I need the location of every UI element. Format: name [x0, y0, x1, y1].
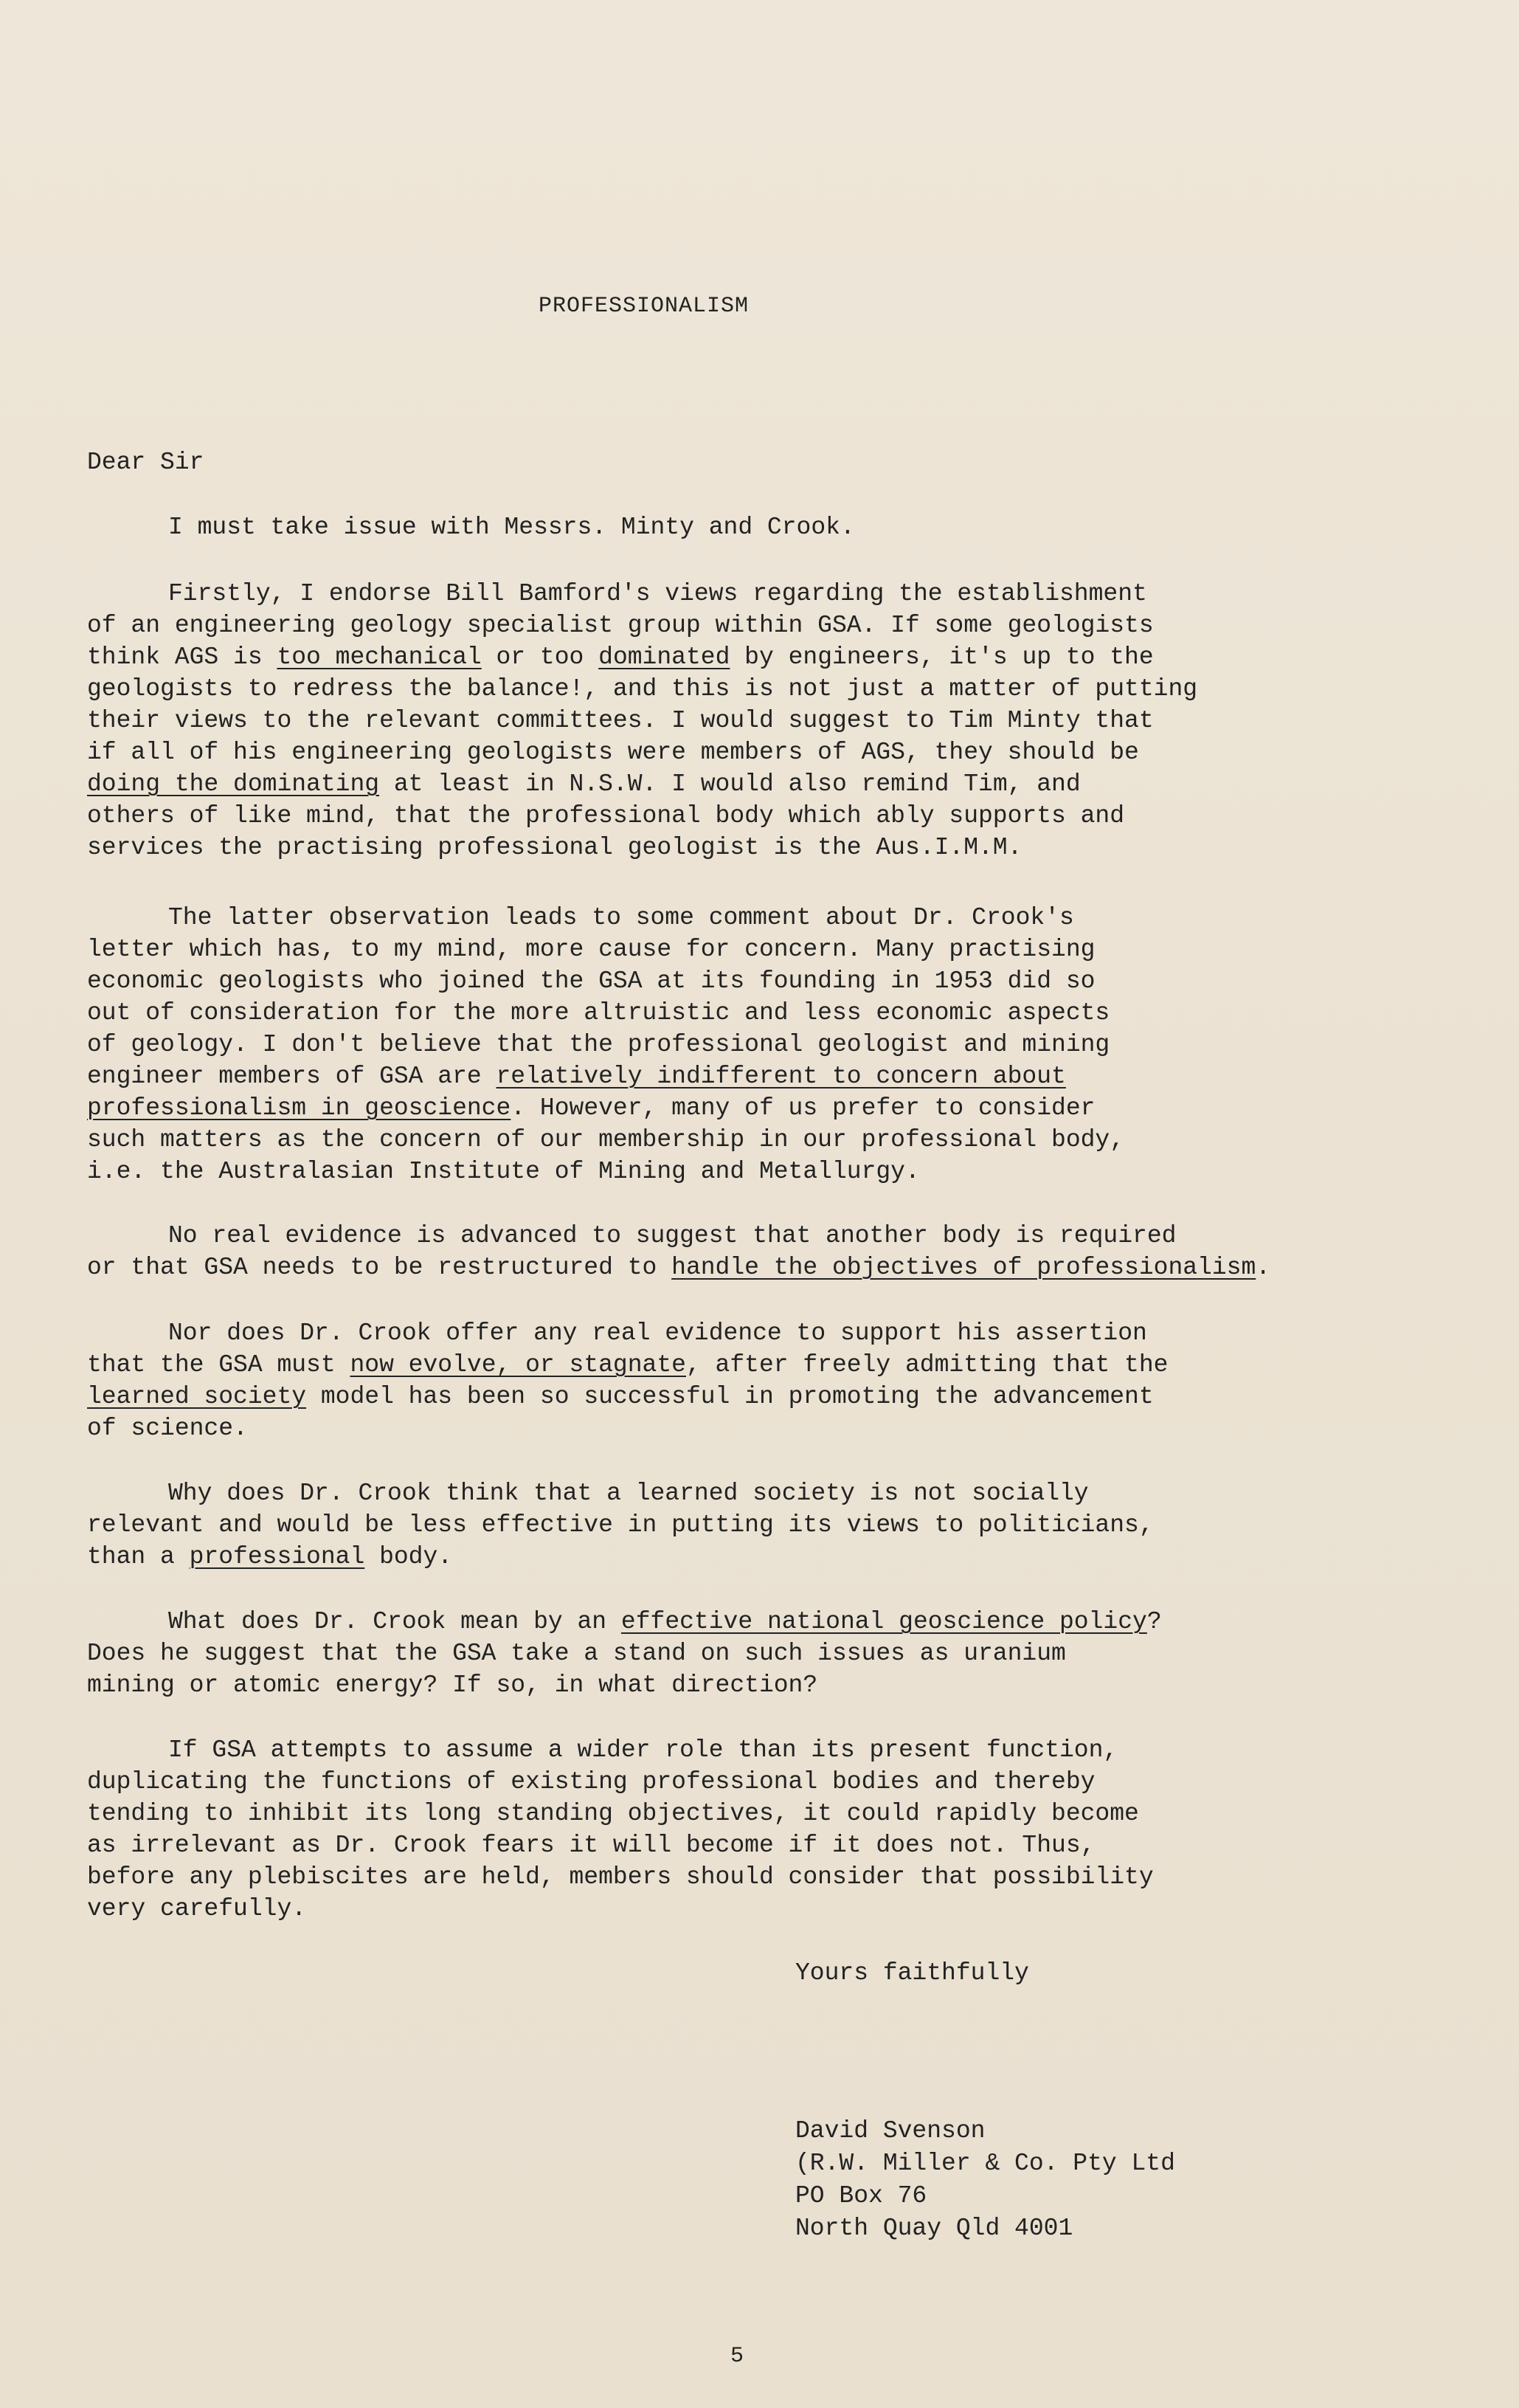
underlined-phrase: dominated	[598, 644, 730, 671]
paragraph-line: services the practising professional geologist is the Aus.I.M.M.	[87, 834, 1023, 861]
paragraph-line: I must take issue with Messrs. Minty and Crook.	[168, 514, 855, 541]
text-run: or that GSA needs to be restructured to	[87, 1254, 672, 1281]
text-run: think AGS is	[87, 644, 277, 671]
paragraph-line	[87, 641, 1393, 673]
paragraph-line: very carefully.	[87, 1895, 307, 1922]
paragraph-line: Does he suggest that the GSA take a stand on such issues as uranium	[87, 1640, 1066, 1667]
text-run: or too	[481, 644, 599, 671]
paragraph-line	[87, 768, 1393, 800]
text-run: body.	[364, 1543, 453, 1570]
paragraph-line	[87, 1349, 1393, 1381]
paragraph-line: tending to inhibit its long standing objectives, it could rapidly become	[87, 1800, 1139, 1827]
text-run: at least in N.S.W. I would also remind Tim, and	[379, 770, 1081, 798]
paragraph-line: their views to the relevant committees. I would suggest to Tim Minty that	[87, 707, 1154, 734]
closing	[795, 1957, 1029, 1990]
salutation	[87, 446, 1393, 478]
closing-text: Yours faithfully	[795, 1959, 1029, 1987]
underlined-phrase: relatively indifferent to concern about	[496, 1063, 1066, 1090]
paragraph-5	[87, 1317, 1393, 1444]
text-run: model has been so successful in promoting the advancement	[306, 1383, 1154, 1410]
paragraph-8	[87, 1734, 1393, 1925]
paragraph-line: Nor does Dr. Crook offer any real evidence to support his assertion	[168, 1319, 1147, 1347]
signature-block	[795, 2115, 1175, 2245]
paragraph-line: mining or atomic energy? If so, in what direction?	[87, 1672, 818, 1699]
underlined-phrase: handle the objectives of professionalism	[671, 1254, 1256, 1281]
underlined-phrase: doing the dominating	[87, 770, 380, 798]
paragraph-line: If GSA attempts to assume a wider role than its present function,	[168, 1736, 1118, 1764]
paragraph-line: economic geologists who joined the GSA at its founding in 1953 did so	[87, 967, 1096, 995]
signer-address: PO Box 76	[795, 2182, 927, 2209]
text-run: What does Dr. Crook mean by an	[168, 1608, 621, 1635]
paragraph-line: of geology. I don't believe that the professional geologist and mining	[87, 1031, 1110, 1058]
paragraph-1	[87, 511, 1393, 543]
paragraph-6	[87, 1477, 1393, 1573]
paragraph-line	[87, 1381, 1393, 1412]
paragraph-line: out of consideration for the more altruistic and less economic aspects	[87, 999, 1110, 1027]
underlined-phrase: effective national geoscience policy	[620, 1608, 1147, 1635]
text-run: that the GSA must	[87, 1351, 350, 1379]
paragraph-line	[87, 1252, 1393, 1283]
paragraph-3	[87, 902, 1393, 1187]
paragraph-line: of an engineering geology specialist group within GSA. If some geologists	[87, 612, 1154, 639]
paragraph-line: No real evidence is advanced to suggest that another body is required	[168, 1222, 1177, 1249]
page-title: PROFESSIONALISM	[539, 294, 750, 319]
underlined-phrase: professional	[189, 1543, 365, 1570]
text-run: by engineers, it's up to the	[730, 644, 1154, 671]
text-run: . However, many of us prefer to consider	[511, 1094, 1096, 1122]
paragraph-line	[87, 1541, 1393, 1573]
paragraph-line: The latter observation leads to some comment about Dr. Crook's	[168, 904, 1074, 931]
signer-address: North Quay Qld 4001	[795, 2215, 1073, 2242]
signer-name: David Svenson	[795, 2117, 986, 2145]
underlined-phrase: learned society	[87, 1383, 307, 1410]
paragraph-line: letter which has, to my mind, more cause for concern. Many practising	[87, 936, 1096, 963]
paragraph-line	[87, 1060, 1393, 1092]
signer-company: (R.W. Miller & Co. Pty Ltd	[795, 2150, 1175, 2177]
paragraph-line: duplicating the functions of existing professional bodies and thereby	[87, 1768, 1096, 1795]
paragraph-line	[87, 1092, 1393, 1124]
paragraph-line: as irrelevant as Dr. Crook fears it will become if it does not. Thus,	[87, 1832, 1096, 1859]
text-run: engineer members of GSA are	[87, 1063, 496, 1090]
paragraph-line	[87, 1606, 1393, 1638]
paragraph-line: i.e. the Australasian Institute of Mining and Metallurgy.	[87, 1158, 920, 1185]
paragraph-line: Firstly, I endorse Bill Bamford's views regarding the establishment	[168, 580, 1147, 607]
text-run: ?	[1146, 1608, 1162, 1635]
text-run: .	[1256, 1254, 1271, 1281]
paragraph-7	[87, 1606, 1393, 1701]
paragraph-line: Why does Dr. Crook think that a learned society is not socially	[168, 1480, 1089, 1507]
underlined-phrase: too mechanical	[277, 644, 482, 671]
text-run: , after freely admitting that the	[685, 1351, 1169, 1379]
underlined-phrase: professionalism in geoscience	[87, 1094, 511, 1122]
paragraph-line: others of like mind, that the professional body which ably supports and	[87, 802, 1125, 829]
paragraph-4	[87, 1220, 1393, 1283]
paragraph-line: before any plebiscites are held, members should consider that possibility	[87, 1863, 1154, 1891]
underlined-phrase: now evolve, or stagnate	[350, 1351, 686, 1379]
text-run: than a	[87, 1543, 190, 1570]
paragraph-line: relevant and would be less effective in putting its views to politicians,	[87, 1511, 1154, 1539]
paragraph-line: geologists to redress the balance!, and this is not just a matter of putting	[87, 675, 1198, 703]
paragraph-line: of science.	[87, 1415, 248, 1442]
paragraph-line: if all of his engineering geologists were members of AGS, they should be	[87, 739, 1139, 766]
paragraph-2	[87, 578, 1393, 863]
paragraph-line: such matters as the concern of our membership in our professional body,	[87, 1126, 1125, 1153]
salutation-text: Dear Sir	[87, 449, 204, 476]
page-number: 5	[730, 2344, 744, 2369]
